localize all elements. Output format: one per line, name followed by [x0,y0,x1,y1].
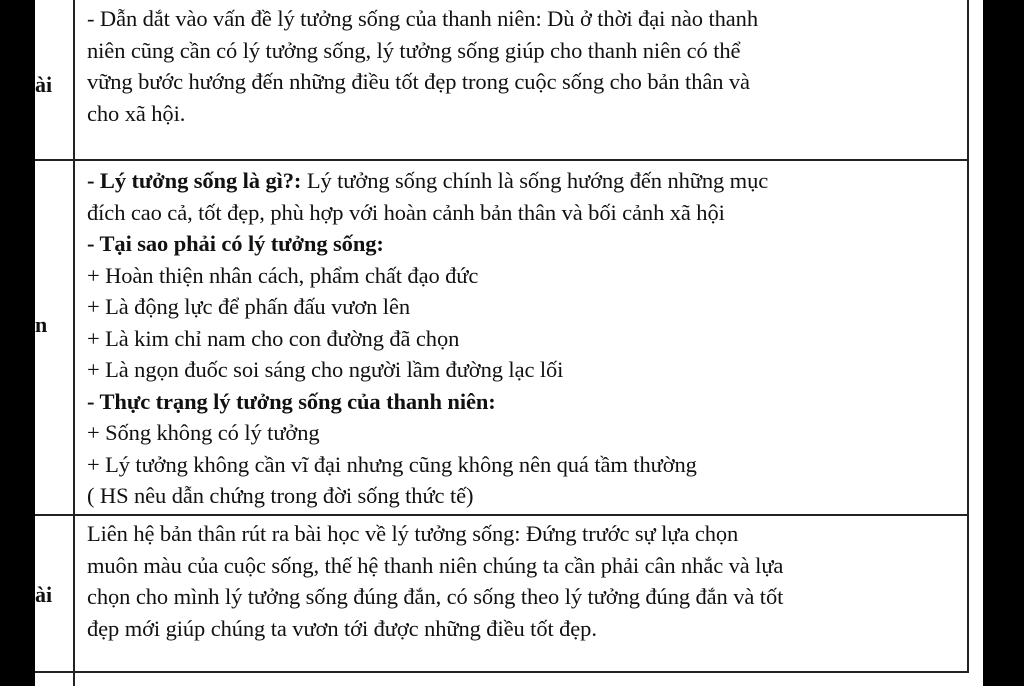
row-3-content [87,518,967,644]
list-item: ( HS nêu dẫn chứng trong đời sống thức tế) [87,483,474,508]
row-1-content [87,3,967,129]
list-item: + Là động lực để phấn đấu vươn lên [87,294,410,319]
question-1-answer: Lý tưởng sống chính là sống hướng đến những mục [301,168,769,193]
list-item: + Sống không có lý tưởng [87,420,320,445]
row-3-line: chọn cho mình lý tưởng sống đúng đắn, có sống theo lý tưởng đúng đắn và tốt [87,584,784,609]
list-item: + Hoàn thiện nhân cách, phẩm chất đạo đức [87,262,479,288]
question-2-heading-text: - Tại sao phải có lý tưởng sống: [87,231,384,256]
table-divider-left [73,0,75,686]
table-border-bottom [35,671,969,673]
question-3-heading [87,386,967,418]
list-item: + Là ngọn đuốc soi sáng cho người lầm đường lạc lối [87,357,564,382]
question-2-heading [87,228,967,260]
table-border-right [967,0,969,672]
row-3-line: Liên hệ bản thân rút ra bài học về lý tưởng sống: Đứng trước sự lựa chọn [87,521,739,546]
row-1-label: ài [35,72,53,97]
row-2-question-1 [87,165,967,197]
document-page [35,0,983,686]
row-3-label: ài [35,582,53,607]
row-3-line: đẹp mới giúp chúng ta vươn tới được những điều tốt đẹp. [87,615,597,641]
row-2-content [87,165,967,512]
question-3-heading-text: - Thực trạng lý tưởng sống của thanh niên: [87,388,496,414]
list-item: + Là kim chỉ nam cho con đường đã chọn [87,325,460,351]
question-1-heading: - Lý tưởng sống là gì?: [87,168,302,193]
row-1-line-1: - Dẫn dắt vào vấn đề lý tưởng sống của thanh niên: Dù ở thời đại nào thanh [87,6,758,31]
row-2-label: n [35,312,48,337]
row-2-question-1-cont: đích cao cả, tốt đẹp, phù hợp với hoàn cảnh bản thân và bối cảnh xã hội [87,199,725,225]
row-divider-1 [35,159,969,161]
row-1-line: vững bước hướng đến những điều tốt đẹp trong cuộc sống cho bản thân và [87,69,750,94]
row-1-line: niên cũng cần có lý tưởng sống, lý tưởng sống giúp cho thanh niên có thể [87,37,741,63]
row-1-line: cho xã hội. [87,100,186,126]
row-1-line [87,3,967,35]
row-3-line: muôn màu của cuộc sống, thế hệ thanh niên chúng ta cần phải cân nhắc và lựa [87,552,784,578]
list-item: + Lý tưởng không cần vĩ đại nhưng cũng không nên quá tầm thường [87,451,697,477]
row-divider-2 [35,514,969,516]
